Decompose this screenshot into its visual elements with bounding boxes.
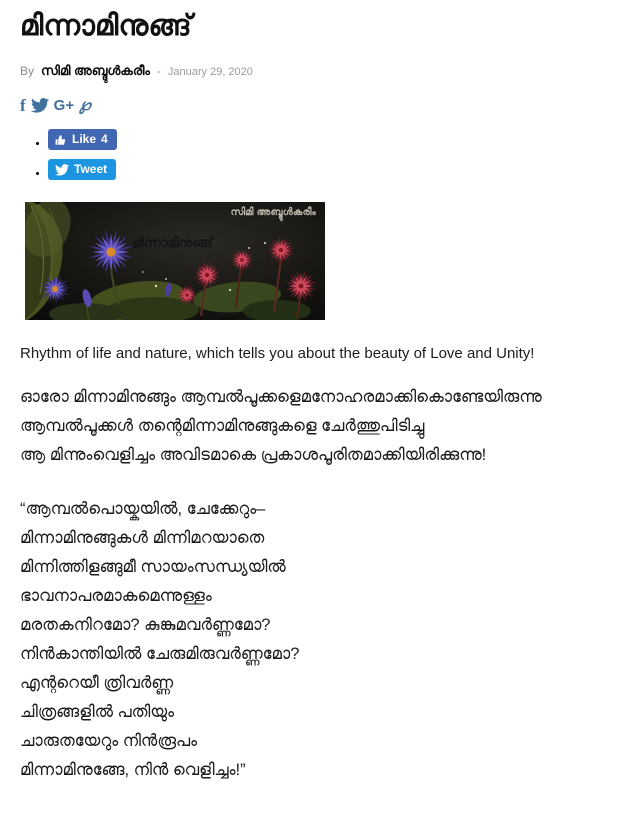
pinterest-share-icon[interactable]: ℘: [79, 94, 91, 115]
poem-line: മിന്നിത്തിളങ്ങുമീ സായംസന്ധ്യയിൽ: [20, 558, 286, 577]
list-item: [48, 129, 612, 150]
tweet-button-label: • Tweet: [74, 162, 108, 177]
poem-line: മിന്നാമിനുങ്ങേ, നിൻ വെളിച്ചം!”: [20, 761, 246, 780]
facebook-like-button[interactable]: [48, 129, 117, 150]
byline-separator: -: [156, 64, 161, 78]
paragraph-line: ഓരോ മിന്നാമിനുങ്ങും ആമ്പൽപൂക്കളെമനോഹരമാക്കികൊണ്ടേയിരുന്നു: [20, 388, 542, 407]
tweet-button[interactable]: [48, 159, 116, 180]
facebook-share-icon[interactable]: f: [20, 95, 26, 115]
byline-date: January 29, 2020: [167, 66, 253, 78]
poem-line: നിൻകാന്തിയിൽ ചേരുമിരുവർണ്ണമോ?: [20, 645, 300, 664]
poem-text: [20, 495, 612, 785]
poem-line: മിന്നാമിനുങ്ങുകൾ മിന്നിമറയാതെ: [20, 529, 265, 548]
byline-author-link[interactable]: സിമി അബ്ദുൾകരീം: [41, 63, 150, 78]
byline: [20, 63, 612, 79]
article-paragraph: [20, 383, 612, 470]
paragraph-line: ആമ്പൽപൂക്കൾ തന്റെമിന്നാമിനുങ്ങുകളെ ചേർത്തുപിടിച്ചു: [20, 417, 425, 436]
twitter-share-icon[interactable]: [31, 98, 49, 113]
intro-text: Rhythm of life and nature, which tells you about the beauty of Love and Unity!: [20, 345, 535, 363]
like-count: 4: [101, 132, 108, 146]
paragraph-line: ആ മിന്നുംവെളിച്ചം അവിടമാകെ പ്രകാശപൂരിതമാക്കിയിരിക്കുന്നു!: [20, 446, 487, 465]
twitter-bird-icon: [31, 98, 49, 113]
poem-line: എന്ററെയീ ത്രിവർണ്ണ: [20, 674, 174, 693]
twitter-bird-icon: [55, 164, 69, 176]
page-title: മിന്നാമിനുങ്ങ്: [20, 10, 192, 42]
poem-line: ചിത്രങ്ങളിൽ പതിയും: [20, 703, 175, 722]
water-lily-painting: [25, 202, 325, 320]
googleplus-share-icon[interactable]: G+: [53, 96, 75, 114]
social-buttons-list: [32, 129, 612, 180]
featured-image: [25, 202, 325, 320]
share-icons-row: [20, 95, 612, 115]
poem-line: ഭാവനാപരമാകമെന്നുള്ളം: [20, 587, 212, 606]
thumbs-up-icon: [55, 134, 67, 146]
list-item: [48, 159, 612, 180]
image-title-overlay: മിന്നാമിനുങ്ങ്: [133, 235, 213, 251]
image-credit-overlay: സിമി അബ്ദുൾകരീം: [230, 207, 316, 219]
byline-by-label: By: [20, 64, 35, 78]
poem-line: “ആമ്പൽപൊയ്കയിൽ, ചേക്കേറും–: [20, 500, 266, 519]
poem-line: മരതകനിറമോ? കുങ്കുമവർണ്ണമോ?: [20, 616, 271, 635]
like-button-label: • Like: [72, 132, 97, 146]
poem-line: ചാരുതയേറും നിൻരൂപം: [20, 732, 197, 751]
